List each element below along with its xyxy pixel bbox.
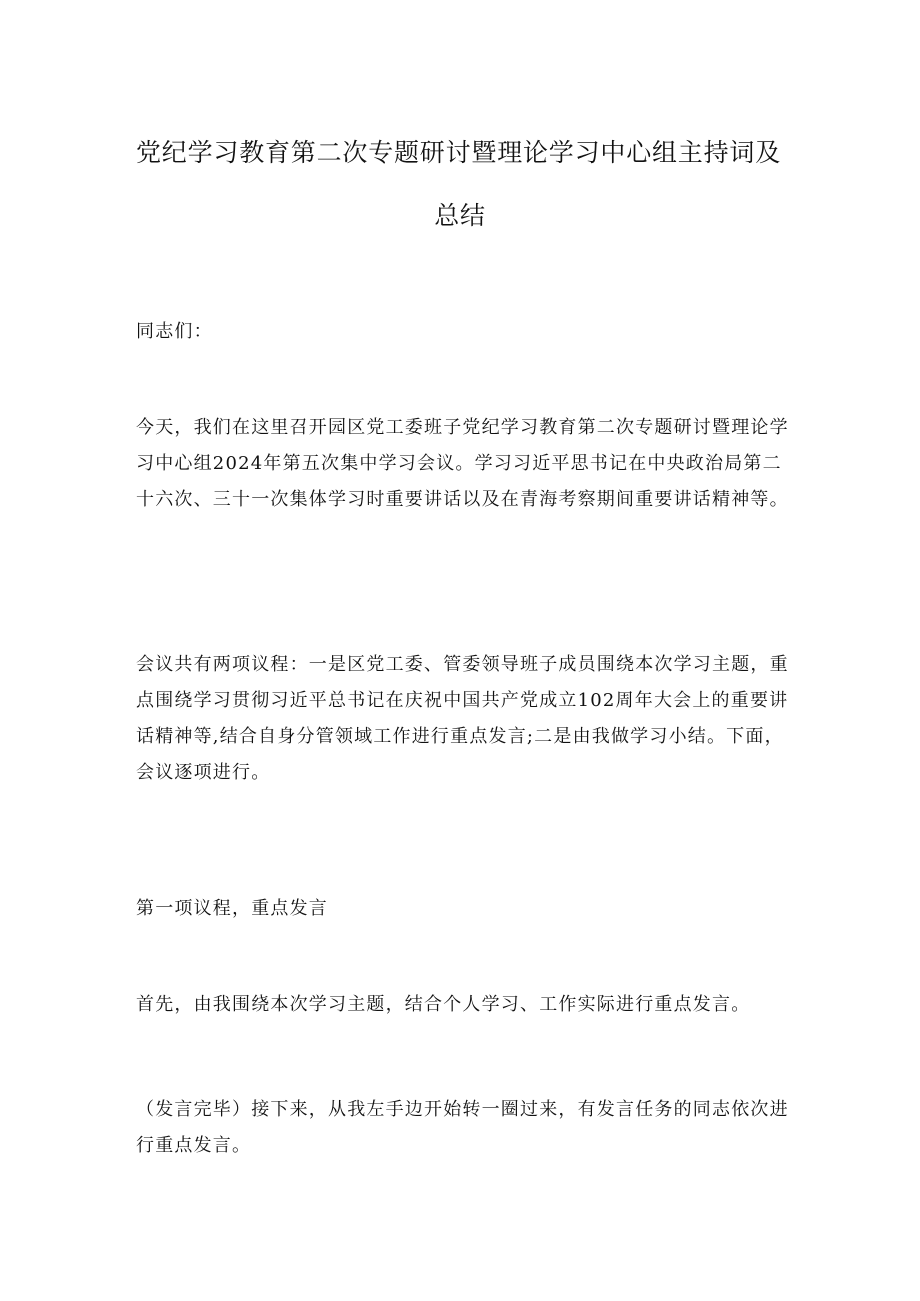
document-title-line-1: 党纪学习教育第二次专题研讨暨理论学习中心组主持词及 (136, 138, 782, 167)
salutation: 同志们： (136, 321, 213, 342)
paragraph-agenda: 会议共有两项议程：一是区党工委、管委领导班子成员围绕本次学习主题，重点围绕学习贯彻习近平总书记在庆祝中国共产党成立102周年大会上的重要讲话精神等,结合自身分管领域工作进行重点发言;二是由我做学习小结。下面，会议逐项进行。 (136, 654, 789, 783)
section-heading: 第一项议程，重点发言 (136, 898, 328, 919)
paragraph-group-speeches: （发言完毕）接下来，从我左手边开始转一圈过来，有发言任务的同志依次进行重点发言。 (136, 1099, 789, 1156)
paragraph-meeting-intro: 今天，我们在这里召开园区党工委班子党纪学习教育第二次专题研讨暨理论学习中心组2024年第五次集中学习会议。学习习近平思书记在中央政治局第二十六次、三十一次集体学习时重要讲话以及在青海考察期间重要讲话精神等。 (136, 417, 789, 510)
document-title-line-2: 总结 (434, 201, 486, 230)
paragraph-first-speech: 首先，由我围绕本次学习主题，结合个人学习、工作实际进行重点发言。 (136, 994, 751, 1015)
